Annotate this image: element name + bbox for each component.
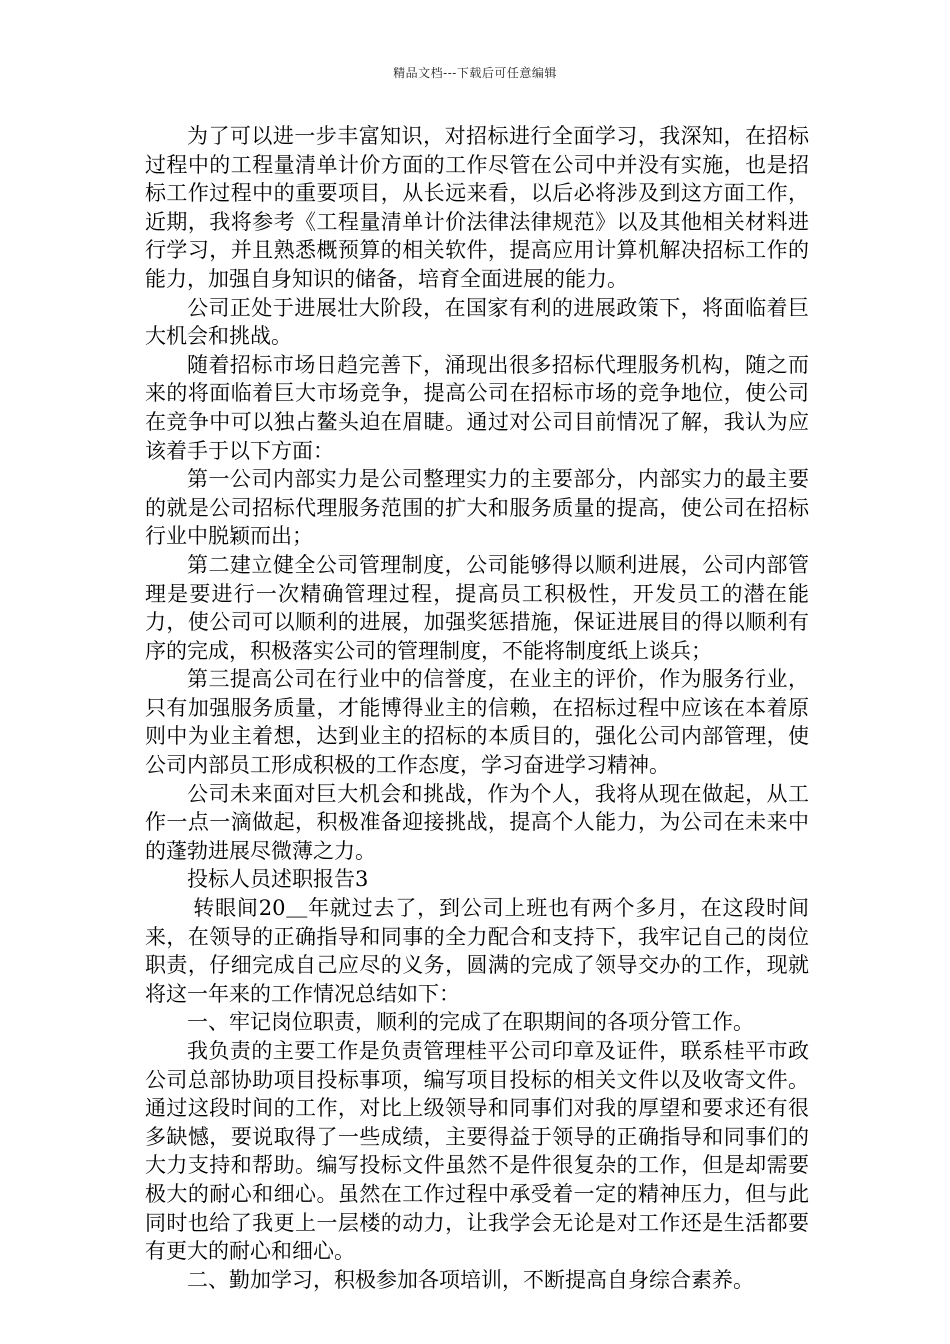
section-heading-one: 一、牢记岗位职责，顺利的完成了在职期间的各项分管工作。 [187,1010,754,1035]
paragraph-year-summary: 转眼间20＿年就过去了，到公司上班也有两个多月，在这段时间来，在领导的正确指导和同事的全力配合和支持下，我牢记自己的岗位职责，仔细完成自己应尽的义务，圆满的完成了领导交办的工作，现就将这一年来的工作情况总结如下： [145,896,809,1006]
paragraph-study-bidding: 为了可以进一步丰富知识，对招标进行全面学习，我深知，在招标过程中的工程量清单计价方面的工作尽管在公司中并没有实施，也是招标工作过程中的重要项目，从长远来看，以后必将涉及到这方面工作，近期，我将参考《工程量清单计价法律法律规范》以及其他相关材料进行学习，并且熟悉概预算的相关软件，提高应用计算机解决招标工作的能力，加强自身知识的储备，培育全面进展的能力。 [145,124,809,291]
paragraph-point-two: 第二建立健全公司管理制度，公司能够得以顺利进展，公司内部管理是要进行一次精确管理过程，提高员工积极性，开发员工的潜在能力，使公司可以顺利的进展，加强奖惩措施，保证进展目的得以顺利有序的完成，积极落实公司的管理制度，不能将制度纸上谈兵； [145,552,809,663]
section-heading-two: 二、勤加学习，积极参加各项培训，不断提高自身综合素养。 [187,1267,754,1292]
paragraph-responsibilities: 我负责的主要工作是负责管理桂平公司印章及证件，联系桂平市政公司总部协助项目投标事项，编写项目投标的相关文件以及收寄文件。通过这段时间的工作，对比上级领导和同事们对我的厚望和要求还有很多缺憾，要说取得了一些成绩，主要得益于领导的正确指导和同事们的大力支持和帮助。编写投标文件虽然不是件很复杂的工作，但是却需要极大的耐心和细心。虽然在工作过程中承受着一定的精神压力，但与此同时也给了我更上一层楼的动力，让我学会无论是对工作还是生活都要有更大的耐心和细心。 [145,1039,809,1264]
paragraph-market-competition: 随着招标市场日趋完善下，涌现出很多招标代理服务机构，随之而来的将面临着巨大市场竞争，提高公司在招标市场的竞争地位，使公司在竞争中可以独占鳌头迫在眉睫。通过对公司目前情况了解，我认为应该着手于以下方面： [145,352,809,463]
paragraph-company-stage: 公司正处于进展壮大阶段，在国家有利的进展政策下，将面临着巨大机会和挑战。 [145,295,809,349]
paragraph-future: 公司未来面对巨大机会和挑战，作为个人，我将从现在做起，从工作一点一滴做起，积极准备迎接挑战，提高个人能力，为公司在未来中的蓬勃进展尽微薄之力。 [145,781,809,863]
page-header-watermark: 精品文档---下载后可任意编辑 [393,66,557,80]
section-title-report-3: 投标人员述职报告3 [187,867,369,892]
paragraph-point-one: 第一公司内部实力是公司整理实力的主要部分，内部实力的最主要的就是公司招标代理服务范围的扩大和服务质量的提高，使公司在招标行业中脱颖而出； [145,467,809,549]
paragraph-point-three: 第三提高公司在行业中的信誉度，在业主的评价，作为服务行业，只有加强服务质量，才能博得业主的信赖，在招标过程中应该在本着原则中为业主着想，达到业主的招标的本质目的，强化公司内部管理，使公司内部员工形成积极的工作态度，学习奋进学习精神。 [145,667,809,778]
document-body [145,122,809,1294]
